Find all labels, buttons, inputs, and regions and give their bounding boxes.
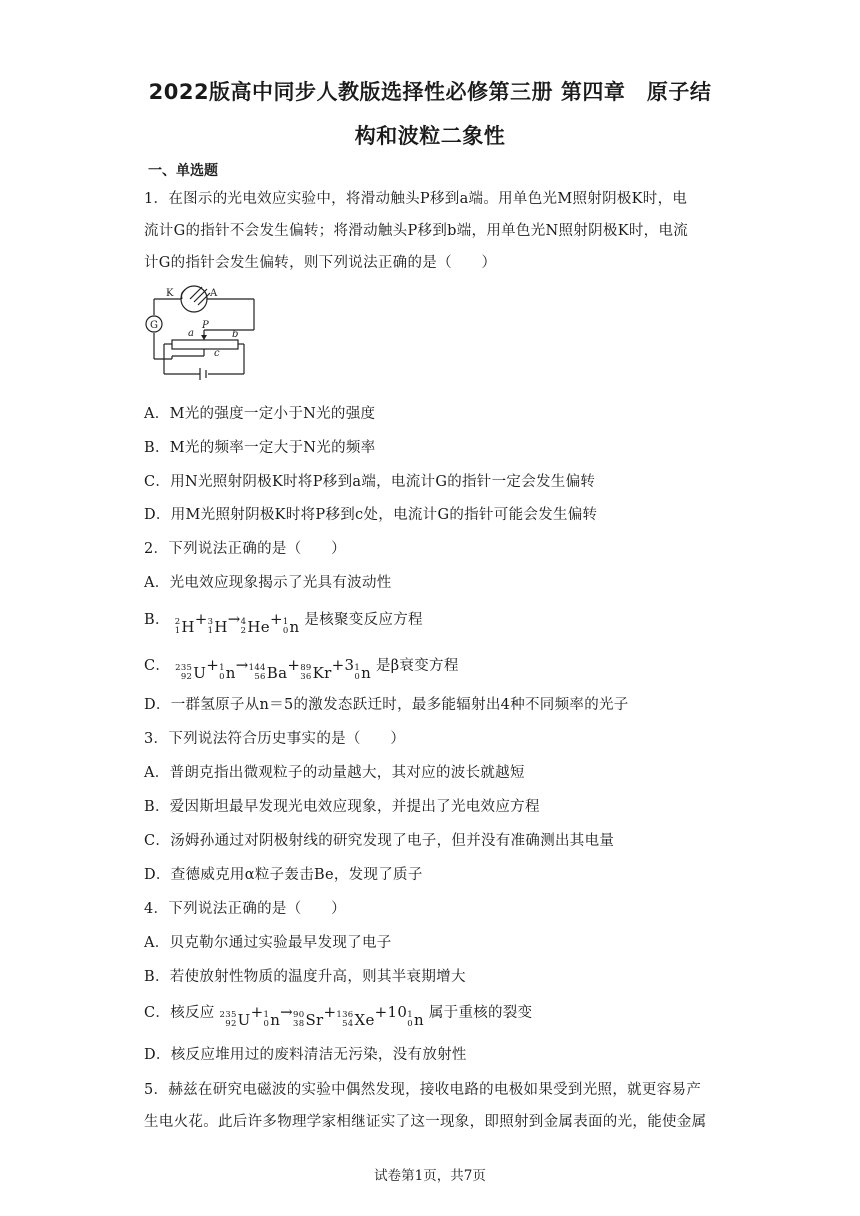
- q3-option-d: D．查德威克用α粒子轰击Be，发现了质子: [144, 867, 423, 883]
- q5-stem-line1: 5．赫兹在研究电磁波的实验中偶然发现，接收电路的电极如果受到光照，就更容易产: [144, 1082, 702, 1098]
- q2-option-c-prefix: C．: [144, 658, 171, 674]
- q1-option-c: C．用N光照射阴极K时将P移到a端，电流计G的指针一定会发生偏转: [144, 474, 596, 490]
- q3-option-c: C．汤姆孙通过对阴极射线的研究发现了电子，但并没有准确测出其电量: [144, 833, 615, 849]
- q1-stem-line1: 1．在图示的光电效应实验中，将滑动触头P移到a端。用单色光M照射阴极K时，电: [144, 191, 688, 207]
- q3-stem: 3．下列说法符合历史事实的是（ ）: [144, 731, 406, 747]
- q1-option-d: D．用M光照射阴极K时将P移到c处，电流计G的指针可能会发生偏转: [144, 507, 598, 523]
- q4-stem: 4．下列说法正确的是（ ）: [144, 901, 346, 917]
- page-footer: 试卷第1页，共7页: [374, 1168, 486, 1184]
- photoelectric-circuit-figure: [144, 282, 262, 386]
- q4-option-d: D．核反应堆用过的废料清洁无污染，没有放射性: [144, 1047, 467, 1063]
- q4-option-c: [144, 1001, 532, 1029]
- section-heading: 一、单选题: [148, 163, 218, 179]
- label-K: K: [166, 288, 174, 299]
- fission-equation-d: 235 92 U + 1 0 n → 90 38 Sr + 136 54 Xe +10 1 0 n: [219, 1003, 424, 1029]
- q4-option-b: B．若使放射性物质的温度升高，则其半衰期增大: [144, 969, 466, 985]
- q2-option-b-prefix: B．: [144, 612, 170, 628]
- q2-option-b: [144, 608, 423, 636]
- label-G: G: [150, 320, 158, 331]
- q2-option-c-suffix: 是β衰变方程: [375, 658, 459, 674]
- q1-stem-line2: 流计G的指针不会发生偏转；将滑动触头P移到b端，用单色光N照射阴极K时，电流: [144, 223, 689, 239]
- label-A: A: [210, 288, 218, 299]
- q1-option-b: B．M光的频率一定大于N光的频率: [144, 440, 376, 456]
- q2-option-c: [144, 654, 459, 682]
- fission-equation-c: 235 92 U + 1 0 n → 144 56 Ba + 89 36 Kr +3 1 0 n: [175, 656, 372, 682]
- q3-option-b: B．爱因斯坦最早发现光电效应现象，并提出了光电效应方程: [144, 799, 540, 815]
- q2-option-d: D．一群氢原子从n＝5的激发态跃迁时，最多能辐射出4种不同频率的光子: [144, 697, 629, 713]
- q3-option-a: A．普朗克指出微观粒子的动量越大，其对应的波长就越短: [144, 765, 525, 781]
- q4-option-c-suffix: 属于重核的裂变: [428, 1005, 533, 1021]
- q2-stem: 2．下列说法正确的是（ ）: [144, 541, 346, 557]
- q1-option-a: A．M光的强度一定小于N光的强度: [144, 406, 376, 422]
- page-title-line2: 构和波粒二象性: [354, 124, 506, 148]
- label-c: c: [214, 348, 220, 359]
- label-a: a: [188, 328, 194, 339]
- q1-stem-line3: 计G的指针会发生偏转，则下列说法正确的是（ ）: [144, 255, 497, 271]
- fusion-equation: 2 1 H + 3 1 H → 4 2 He + 1 0 n: [174, 610, 300, 636]
- q2-option-b-suffix: 是核聚变反应方程: [304, 612, 423, 628]
- label-b: b: [232, 329, 239, 340]
- label-P: P: [202, 320, 209, 331]
- q5-stem-line2: 生电火花。此后许多物理学家相继证实了这一现象，即照射到金属表面的光，能使金属: [144, 1114, 707, 1130]
- q4-option-a: A．贝克勒尔通过实验最早发现了电子: [144, 935, 392, 951]
- q2-option-a: A．光电效应现象揭示了光具有波动性: [144, 575, 392, 591]
- page-title-line1: 2022版高中同步人教版选择性必修第三册 第四章 原子结: [148, 80, 712, 104]
- q4-option-c-prefix: C．核反应: [144, 1005, 215, 1021]
